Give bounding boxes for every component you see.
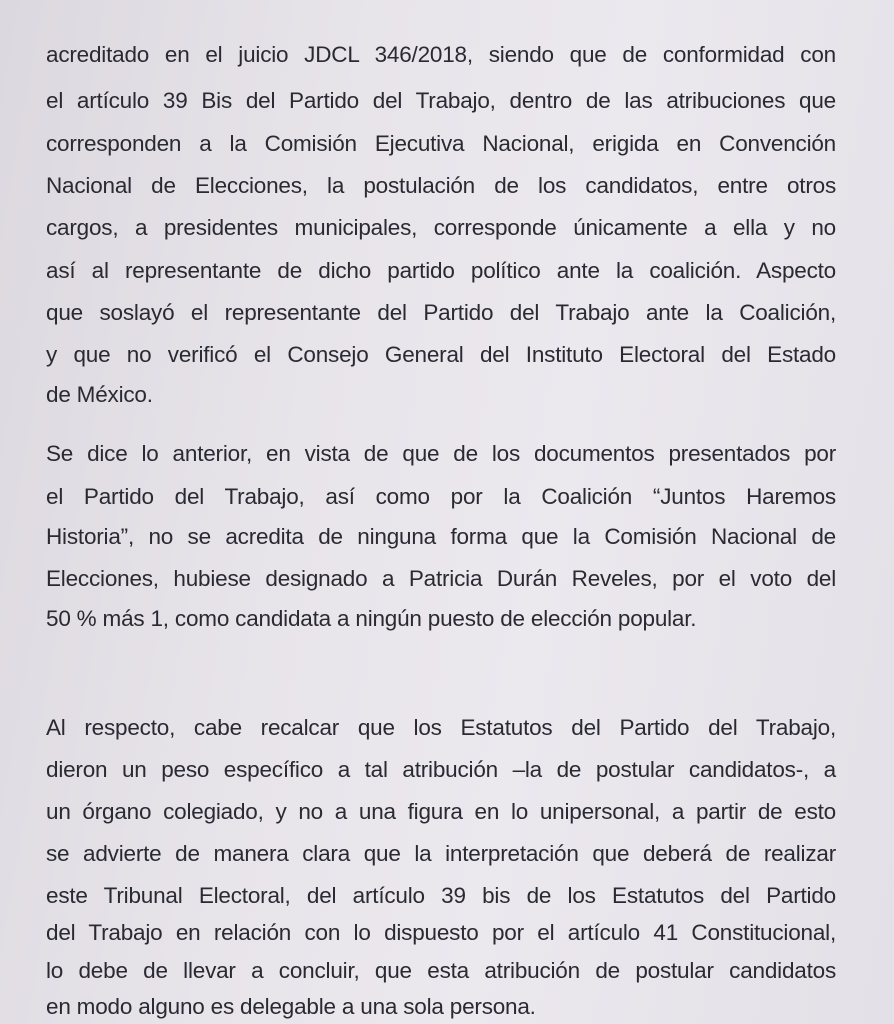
paragraph-1-line-5: cargos, a presidentes municipales, corresponde únicamente a ella y no: [46, 215, 836, 240]
paragraph-3-line-2: dieron un peso específico a tal atribución –la de postular candidatos-, a: [46, 757, 836, 782]
paragraph-3-line-7: lo debe de llevar a concluir, que esta atribución de postular candidatos: [46, 958, 836, 983]
paragraph-2-line-5: 50 % más 1, como candidata a ningún puesto de elección popular.: [46, 606, 697, 631]
paragraph-3-line-6: del Trabajo en relación con lo dispuesto por el artículo 41 Constitucional,: [46, 920, 836, 945]
paragraph-2-line-1: Se dice lo anterior, en vista de que de los documentos presentados por: [46, 441, 836, 466]
paragraph-3-line-3: un órgano colegiado, y no a una figura en lo unipersonal, a partir de esto: [46, 799, 836, 824]
paragraph-3-line-5: este Tribunal Electoral, del artículo 39 bis de los Estatutos del Partido: [46, 883, 836, 908]
paragraph-3-line-8: en modo alguno es delegable a una sola persona.: [46, 994, 536, 1019]
paragraph-1-line-7: que soslayó el representante del Partido del Trabajo ante la Coalición,: [46, 300, 836, 325]
paragraph-3-line-1: Al respecto, cabe recalcar que los Estatutos del Partido del Trabajo,: [46, 715, 836, 740]
paragraph-2-line-3: Historia”, no se acredita de ninguna forma que la Comisión Nacional de: [46, 524, 836, 549]
paragraph-2-line-2: el Partido del Trabajo, así como por la Coalición “Juntos Haremos: [46, 484, 836, 509]
paragraph-1-line-4: Nacional de Elecciones, la postulación de los candidatos, entre otros: [46, 173, 836, 198]
paragraph-1-line-3: corresponden a la Comisión Ejecutiva Nacional, erigida en Convención: [46, 131, 836, 156]
paragraph-1-line-2: el artículo 39 Bis del Partido del Trabajo, dentro de las atribuciones que: [46, 88, 836, 113]
paragraph-1-line-1: acreditado en el juicio JDCL 346/2018, siendo que de conformidad con: [46, 42, 836, 67]
paragraph-1-line-6: así al representante de dicho partido político ante la coalición. Aspecto: [46, 258, 836, 283]
paragraph-2-line-4: Elecciones, hubiese designado a Patricia Durán Reveles, por el voto del: [46, 566, 836, 591]
paragraph-3-line-4: se advierte de manera clara que la interpretación que deberá de realizar: [46, 841, 836, 866]
paragraph-1-line-9: de México.: [46, 382, 153, 407]
paragraph-1-line-8: y que no verificó el Consejo General del Instituto Electoral del Estado: [46, 342, 836, 367]
